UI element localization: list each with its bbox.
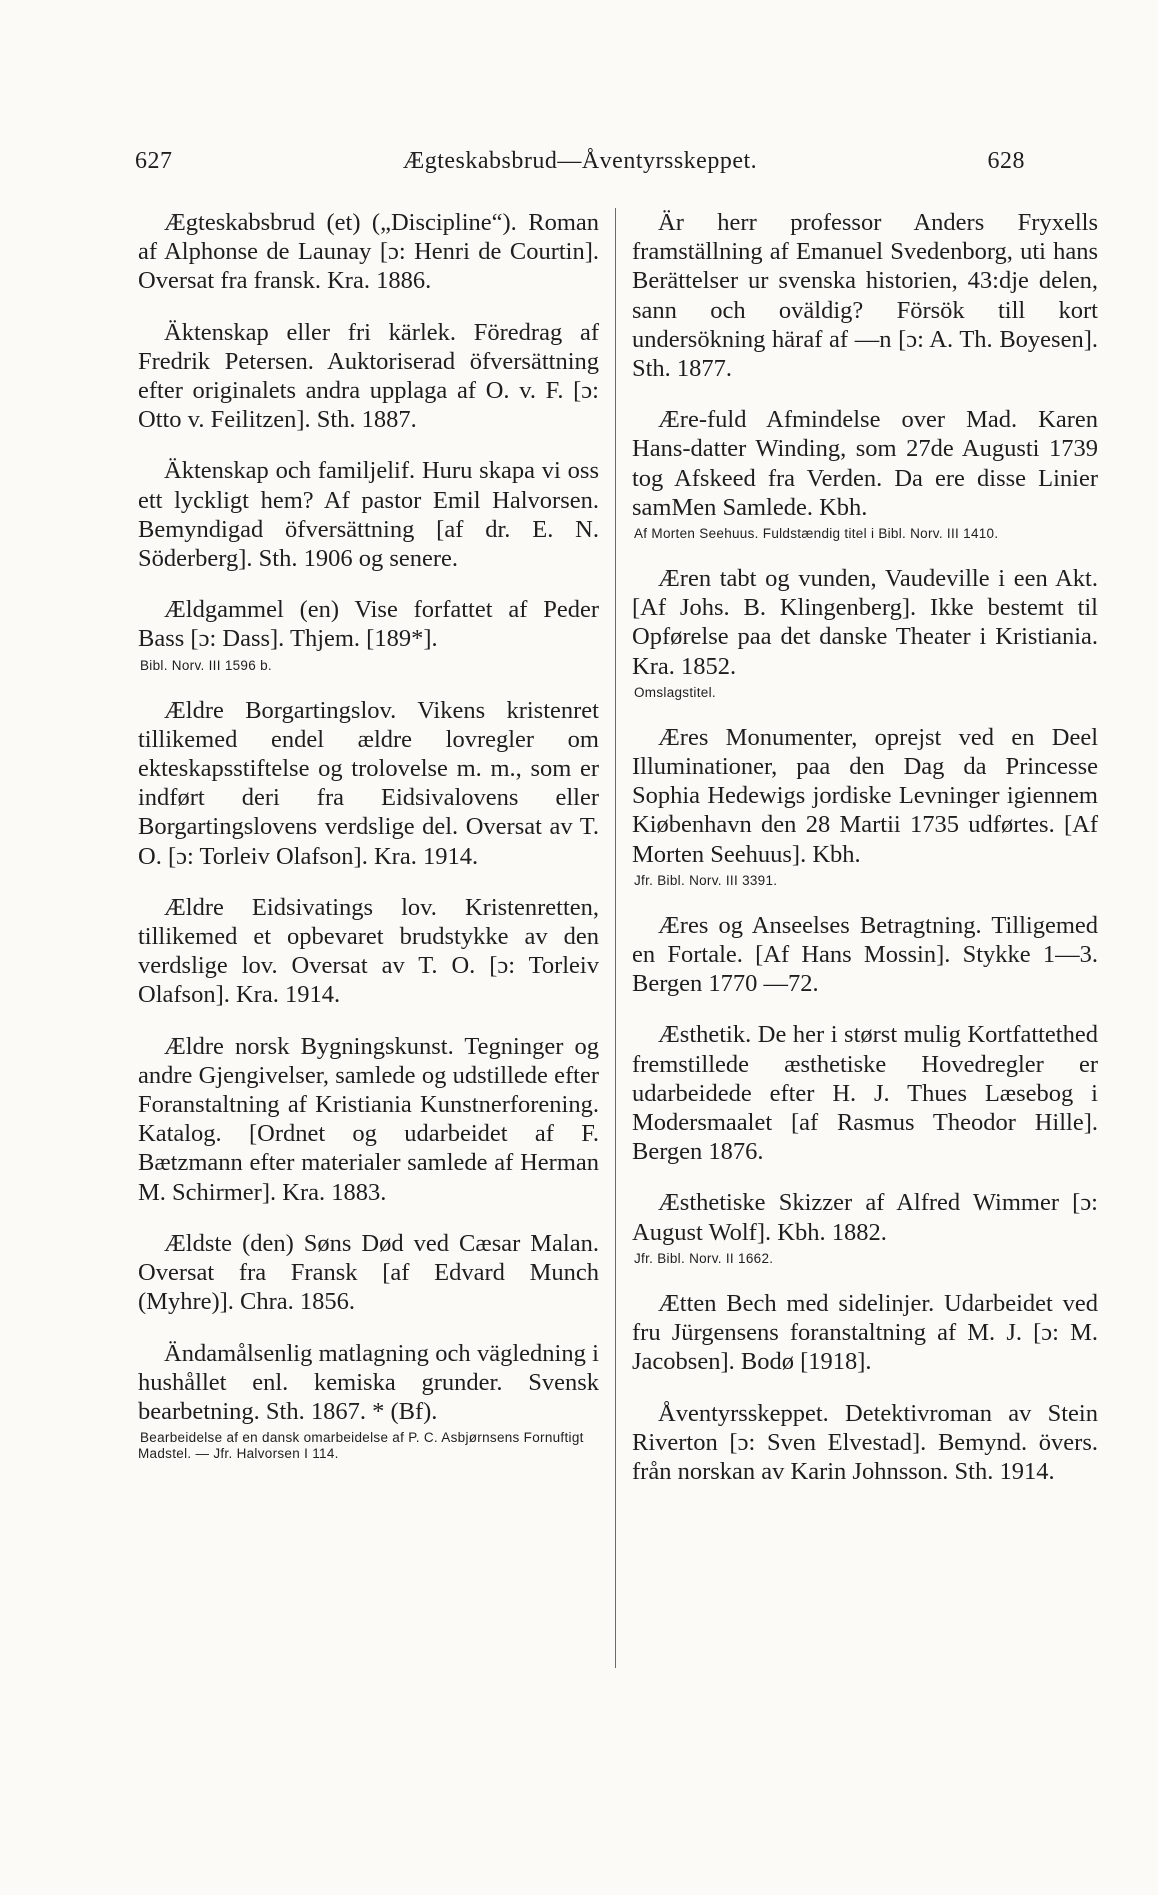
entry-text: Åventyrsskeppet. Detektivroman av Stein Riverton [ɔ: Sven Elvestad]. Bemynd. övers. från norskan av Karin Johnsson. Sth. 1914. bbox=[632, 1399, 1098, 1485]
entry bbox=[138, 208, 599, 296]
left-column bbox=[138, 208, 599, 1484]
entry-text: Ändamålsenlig matlagning och vägledning i hushållet enl. kemiska grunder. Svensk bearbetning. Sth. 1867. * (Bf). bbox=[138, 1339, 599, 1425]
entry bbox=[138, 696, 599, 871]
entry bbox=[632, 564, 1098, 701]
entry-text: Ældgammel (en) Vise forfattet af Peder Bass [ɔ: Dass]. Thjem. [189*]. bbox=[138, 596, 599, 653]
entry-text: Ældre Eidsivatings lov. Kristenretten, tillikemed et opbevaret brudstykke av den verdslige lov. Oversat av T. O. [ɔ: Torleiv Olafson]. Kra. 1914. bbox=[138, 893, 599, 1009]
entry-note: Jfr. Bibl. Norv. III 3391. bbox=[634, 872, 778, 888]
entry-note: Bibl. Norv. III 1596 b. bbox=[140, 657, 272, 673]
entry-text: Æres Monumenter, oprejst ved en Deel Illuminationer, paa den Dag da Princesse Sophia Hedewigs jordiske Levninger igiennem Kiøbenhavn den 28 Martii 1735 udførtes. [Af Morten Seehuus]. Kbh. bbox=[632, 723, 1098, 868]
entry bbox=[138, 1032, 599, 1207]
entry-text: Ældre norsk Bygningskunst. Tegninger og andre Gjengivelser, samlede og udstillede efter Foranstaltning af Kristiania Kunstnerforening. Katalog. [Ordnet og udarbeidet af F. Bætzmann efter materialer samlede af Herman M. Schirmer]. Kra. 1883. bbox=[138, 1032, 599, 1206]
entry bbox=[138, 456, 599, 573]
entry-text: Ældste (den) Søns Død ved Cæsar Malan. Oversat fra Fransk [af Edvard Munch (Myhre)]. Chra. 1856. bbox=[138, 1229, 599, 1316]
entry-note: Af Morten Seehuus. Fuldstændig titel i Bibl. Norv. III 1410. bbox=[634, 526, 999, 542]
running-title: Ægteskabsbrud—Åventyrsskeppet. bbox=[402, 148, 758, 174]
entry bbox=[138, 318, 599, 435]
entry bbox=[632, 1289, 1098, 1377]
running-header bbox=[135, 148, 1025, 188]
page-number-right: 628 bbox=[987, 148, 1025, 174]
entry bbox=[632, 1188, 1098, 1266]
entry bbox=[138, 1339, 599, 1463]
entry-text: Æren tabt og vunden, Vaudeville i een Akt. [Af Johs. B. Klingenberg]. Ikke bestemt til Opførelse paa det danske Theater i Kristiania. Kra. 1852. bbox=[632, 565, 1098, 680]
entry-note: Bearbeidelse af en dansk omarbeidelse af P. C. Asbjørnsens Fornuftigt Madstel. — Jfr. Halvorsen I 114. bbox=[138, 1430, 584, 1462]
entry-text: Æsthetiske Skizzer af Alfred Wimmer [ɔ: August Wolf]. Kbh. 1882. bbox=[632, 1189, 1098, 1246]
entry bbox=[138, 893, 599, 1010]
column-divider bbox=[615, 208, 616, 1668]
right-column bbox=[632, 208, 1098, 1508]
entry-text: Är herr professor Anders Fryxells framställning af Emanuel Svedenborg, uti hans Berättelser ur svenska historien, 43:dje delen, sann och oväldig? Försök till kort undersökning häraf af —n [ɔ: A. Th. Boyesen]. Sth. 1877. bbox=[632, 209, 1098, 383]
entry-text: Æres og Anseelses Betragtning. Tilligemed en Fortale. [Af Hans Mossin]. Stykke 1—3. Bergen 1770 —72. bbox=[632, 911, 1098, 998]
entry-text: Ære-fuld Afmindelse over Mad. Karen Hans-datter Winding, som 27de Augusti 1739 tog Afskeed fra Verden. Da ere disse Linier samMen Samlede. Kbh. bbox=[632, 406, 1098, 521]
entry bbox=[632, 1399, 1098, 1487]
entry-text: Ægteskabsbrud (et) („Discipline“). Roman af Alphonse de Launay [ɔ: Henri de Courtin]. Oversat fra fransk. Kra. 1886. bbox=[138, 209, 599, 295]
entry-note: Omslagstitel. bbox=[634, 684, 716, 700]
entry bbox=[632, 723, 1098, 889]
entry-text: Ætten Bech med sidelinjer. Udarbeidet ved fru Jürgensens foranstaltning af M. J. [ɔ: M. Jacobsen]. Bodø [1918]. bbox=[632, 1289, 1098, 1376]
entry bbox=[632, 1020, 1098, 1166]
entry bbox=[632, 208, 1098, 383]
page-number-left: 627 bbox=[135, 148, 173, 174]
entry bbox=[632, 911, 1098, 999]
entry bbox=[138, 595, 599, 673]
entry-text: Ældre Borgartingslov. Vikens kristenret tillikemed endel ældre lovregler om ekteskapsstiftelse og trolovelse m. m., som er indført deri fra Eidsivalovens eller Borgartingslovens verdslige del. Oversat av T. O. [ɔ: Torleiv Olafson]. Kra. 1914. bbox=[138, 696, 599, 870]
entry-text: Æsthetik. De her i størst mulig Kortfattethed fremstillede æsthetiske Hovedregler er udarbeidede efter H. J. Thues Læsebog i Modersmaalet [af Rasmus Theodor Hille]. Bergen 1876. bbox=[632, 1021, 1098, 1166]
entry-text: Äktenskap eller fri kärlek. Föredrag af Fredrik Petersen. Auktoriserad öfversättning efter originalets andra upplaga af O. v. F. [ɔ: Otto v. Feilitzen]. Sth. 1887. bbox=[138, 318, 599, 434]
entry-text: Äktenskap och familjelif. Huru skapa vi oss ett lyckligt hem? Af pastor Emil Halvorsen. Bemyndigad öfversättning [af dr. E. N. Söderberg]. Sth. 1906 og senere. bbox=[138, 457, 599, 573]
entry bbox=[632, 405, 1098, 542]
entry-note: Jfr. Bibl. Norv. II 1662. bbox=[634, 1250, 774, 1266]
entry bbox=[138, 1229, 599, 1317]
